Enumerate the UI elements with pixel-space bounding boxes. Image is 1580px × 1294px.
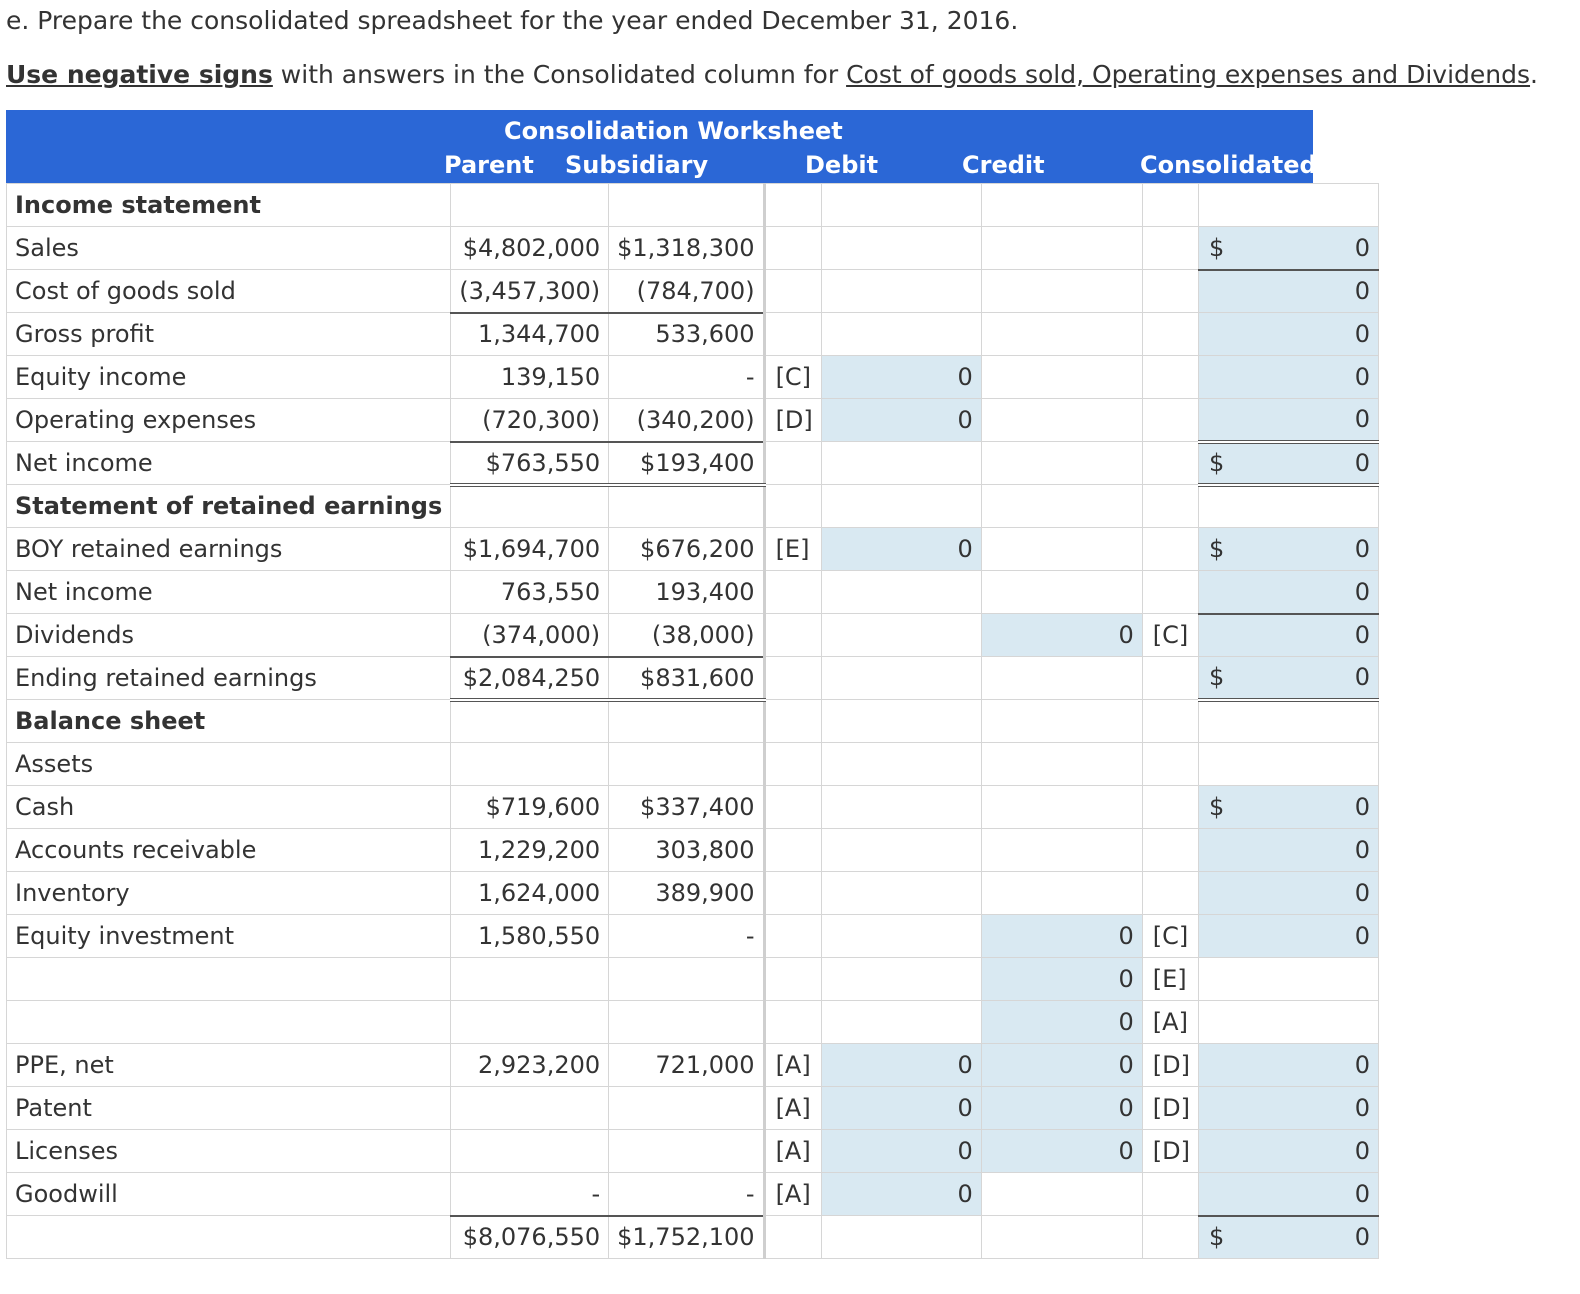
debit-code (764, 743, 821, 786)
table-row (7, 1216, 1379, 1259)
credit-code: [D] (1142, 1044, 1198, 1087)
debit-code (764, 485, 821, 528)
account-label: Licenses (7, 1130, 451, 1173)
account-label: Operating expenses (7, 399, 451, 442)
debit-code: [D] (764, 399, 821, 442)
debit-input (821, 1216, 981, 1259)
table-row (7, 184, 1379, 227)
consolidated-input[interactable] (1199, 227, 1379, 270)
consolidated-value: 0 (1354, 1223, 1370, 1252)
consolidated-input[interactable] (1199, 442, 1379, 485)
credit-code (1142, 743, 1198, 786)
credit-input[interactable]: 0 (981, 1044, 1142, 1087)
credit-code (1142, 786, 1198, 829)
consolidated-value: 0 (1354, 535, 1370, 563)
debit-input (821, 485, 981, 528)
consolidated-input (1199, 958, 1379, 1001)
consolidated-input[interactable] (1199, 786, 1379, 829)
subsidiary-value: $831,600 (609, 657, 764, 700)
worksheet-header (6, 110, 1317, 183)
debit-code (764, 657, 821, 700)
account-label (7, 1216, 451, 1259)
parent-value (451, 1087, 609, 1130)
account-label: Cash (7, 786, 451, 829)
credit-code (1142, 528, 1198, 571)
consolidated-value: 0 (1354, 879, 1370, 907)
subsidiary-value: $1,318,300 (609, 227, 764, 270)
account-label: Net income (7, 571, 451, 614)
credit-input (981, 1173, 1142, 1216)
credit-input (981, 700, 1142, 743)
consolidated-input[interactable] (1199, 657, 1379, 700)
credit-input (981, 743, 1142, 786)
parent-value: 1,624,000 (451, 872, 609, 915)
consolidated-input[interactable] (1199, 571, 1379, 614)
debit-input[interactable]: 0 (821, 1173, 981, 1216)
consolidated-input (1199, 485, 1379, 528)
credit-code: [E] (1142, 958, 1198, 1001)
consolidated-input[interactable] (1199, 356, 1379, 399)
debit-input[interactable]: 0 (821, 1130, 981, 1173)
debit-input (821, 313, 981, 356)
table-row (7, 614, 1379, 657)
credit-input (981, 399, 1142, 442)
credit-code (1142, 829, 1198, 872)
credit-code (1142, 399, 1198, 442)
consolidated-input[interactable] (1199, 1044, 1379, 1087)
consolidated-input (1199, 700, 1379, 743)
consolidated-input[interactable] (1199, 915, 1379, 958)
account-label (7, 1001, 451, 1044)
consolidated-value: 0 (1354, 577, 1370, 606)
credit-input (981, 227, 1142, 270)
account-label: Goodwill (7, 1173, 451, 1216)
account-label: Gross profit (7, 313, 451, 356)
debit-code (764, 786, 821, 829)
debit-code (764, 184, 821, 227)
consolidated-value: 0 (1354, 836, 1370, 864)
consolidated-input[interactable] (1199, 829, 1379, 872)
account-label: Patent (7, 1087, 451, 1130)
account-label: Net income (7, 442, 451, 485)
credit-input (981, 1216, 1142, 1259)
debit-input[interactable]: 0 (821, 528, 981, 571)
dollar-sign: $ (1209, 663, 1225, 692)
parent-value (451, 184, 609, 227)
debit-input (821, 786, 981, 829)
debit-input (821, 270, 981, 313)
table-row (7, 313, 1379, 356)
credit-input[interactable]: 0 (981, 1130, 1142, 1173)
account-label: Accounts receivable (7, 829, 451, 872)
credit-input[interactable]: 0 (981, 958, 1142, 1001)
consolidated-input (1199, 743, 1379, 786)
table-row (7, 1173, 1379, 1216)
debit-code: [C] (764, 356, 821, 399)
subsidiary-value (609, 700, 764, 743)
consolidated-value: 0 (1354, 663, 1370, 692)
consolidated-input[interactable] (1199, 1087, 1379, 1130)
table-row (7, 270, 1379, 313)
debit-input (821, 915, 981, 958)
consolidated-input[interactable] (1199, 270, 1379, 313)
consolidated-input (1199, 1001, 1379, 1044)
parent-value (451, 1130, 609, 1173)
parent-value: $8,076,550 (451, 1216, 609, 1259)
parent-value: - (451, 1173, 609, 1216)
debit-code (764, 915, 821, 958)
subsidiary-value (609, 1087, 764, 1130)
debit-input (821, 442, 981, 485)
header-debit: Debit (805, 151, 879, 179)
parent-value (451, 743, 609, 786)
credit-code (1142, 700, 1198, 743)
table-row (7, 399, 1379, 442)
debit-code: [A] (764, 1130, 821, 1173)
question-line-1: e. Prepare the consolidated spreadsheet for the year ended December 31, 2016. (6, 6, 1019, 35)
subsidiary-value (609, 743, 764, 786)
subsidiary-value: $337,400 (609, 786, 764, 829)
credit-code (1142, 571, 1198, 614)
credit-input[interactable]: 0 (981, 614, 1142, 657)
table-row (7, 829, 1379, 872)
subsidiary-value (609, 1001, 764, 1044)
credit-code (1142, 356, 1198, 399)
parent-value: 1,580,550 (451, 915, 609, 958)
credit-code (1142, 442, 1198, 485)
table-row (7, 915, 1379, 958)
credit-input (981, 485, 1142, 528)
subsidiary-value: 533,600 (609, 313, 764, 356)
subsidiary-value: 303,800 (609, 829, 764, 872)
credit-input (981, 442, 1142, 485)
credit-code (1142, 485, 1198, 528)
table-row (7, 485, 1379, 528)
credit-input (981, 657, 1142, 700)
account-label: Sales (7, 227, 451, 270)
credit-code (1142, 657, 1198, 700)
consolidated-input[interactable] (1199, 313, 1379, 356)
account-label: Equity income (7, 356, 451, 399)
account-label: Income statement (7, 184, 451, 227)
table-row (7, 1087, 1379, 1130)
credit-input (981, 528, 1142, 571)
subsidiary-value (609, 184, 764, 227)
table-row (7, 743, 1379, 786)
debit-input (821, 700, 981, 743)
debit-input (821, 184, 981, 227)
consolidated-value: 0 (1354, 793, 1370, 821)
parent-value: $4,802,000 (451, 227, 609, 270)
debit-code (764, 872, 821, 915)
dollar-sign: $ (1209, 793, 1225, 821)
table-row (7, 1130, 1379, 1173)
parent-value: (3,457,300) (451, 270, 609, 313)
table-row (7, 1001, 1379, 1044)
consolidated-value: 0 (1354, 1137, 1370, 1165)
dollar-sign: $ (1209, 233, 1225, 262)
debit-code (764, 227, 821, 270)
debit-input[interactable]: 0 (821, 399, 981, 442)
debit-input[interactable]: 0 (821, 356, 981, 399)
subsidiary-value (609, 958, 764, 1001)
parent-value: $719,600 (451, 786, 609, 829)
account-label: Inventory (7, 872, 451, 915)
debit-input (821, 872, 981, 915)
consolidated-value: 0 (1354, 449, 1370, 477)
account-label: Equity investment (7, 915, 451, 958)
parent-value (451, 485, 609, 528)
debit-input (821, 1001, 981, 1044)
credit-code (1142, 270, 1198, 313)
consolidated-value: 0 (1354, 1179, 1370, 1208)
credit-input (981, 829, 1142, 872)
credit-input (981, 313, 1142, 356)
dollar-sign: $ (1209, 535, 1225, 563)
credit-code (1142, 313, 1198, 356)
consolidated-input[interactable] (1199, 872, 1379, 915)
debit-input (821, 227, 981, 270)
consolidation-worksheet (6, 183, 1379, 1259)
debit-code (764, 313, 821, 356)
instruction-text: with answers in the Consolidated column for (272, 60, 847, 89)
credit-code (1142, 227, 1198, 270)
credit-code: [D] (1142, 1130, 1198, 1173)
credit-code: [C] (1142, 614, 1198, 657)
credit-code (1142, 1173, 1198, 1216)
table-row (7, 442, 1379, 485)
debit-code (764, 1001, 821, 1044)
credit-code (1142, 1216, 1198, 1259)
consolidated-value: 0 (1354, 1051, 1370, 1079)
credit-input[interactable]: 0 (981, 1001, 1142, 1044)
account-label (7, 958, 451, 1001)
credit-code: [C] (1142, 915, 1198, 958)
debit-input (821, 614, 981, 657)
parent-value: $2,084,250 (451, 657, 609, 700)
credit-input (981, 184, 1142, 227)
debit-code (764, 958, 821, 1001)
subsidiary-value: $1,752,100 (609, 1216, 764, 1259)
header-parent: Parent (444, 151, 534, 179)
credit-code (1142, 872, 1198, 915)
consolidated-input[interactable] (1199, 399, 1379, 442)
consolidated-value: 0 (1354, 277, 1370, 306)
subsidiary-value: - (609, 1173, 764, 1216)
account-label: Statement of retained earnings (7, 485, 451, 528)
debit-code (764, 700, 821, 743)
dollar-sign: $ (1209, 1223, 1225, 1252)
debit-input[interactable]: 0 (821, 1087, 981, 1130)
question-line-2 (6, 60, 1538, 89)
account-label: BOY retained earnings (7, 528, 451, 571)
header-credit: Credit (962, 151, 1045, 179)
consolidated-input[interactable] (1199, 528, 1379, 571)
header-subsidiary: Subsidiary (565, 151, 709, 179)
parent-value: 1,344,700 (451, 313, 609, 356)
account-label: PPE, net (7, 1044, 451, 1087)
affected-accounts-text: Cost of goods sold, Operating expenses and Dividends (846, 60, 1531, 89)
subsidiary-value: $193,400 (609, 442, 764, 485)
debit-input (821, 571, 981, 614)
consolidated-input[interactable] (1199, 1173, 1379, 1216)
debit-code: [E] (764, 528, 821, 571)
subsidiary-value: (340,200) (609, 399, 764, 442)
credit-input (981, 270, 1142, 313)
debit-code (764, 1216, 821, 1259)
consolidated-input[interactable] (1199, 1216, 1379, 1259)
credit-input (981, 356, 1142, 399)
table-row (7, 657, 1379, 700)
account-label: Cost of goods sold (7, 270, 451, 313)
debit-input (821, 657, 981, 700)
table-row (7, 571, 1379, 614)
credit-code (1142, 184, 1198, 227)
debit-input (821, 743, 981, 786)
debit-code (764, 829, 821, 872)
header-consolidated: Consolidated (1140, 151, 1317, 179)
table-row (7, 786, 1379, 829)
consolidated-value: 0 (1354, 621, 1370, 650)
consolidated-input (1199, 184, 1379, 227)
subsidiary-value: 193,400 (609, 571, 764, 614)
credit-input (981, 872, 1142, 915)
debit-code (764, 270, 821, 313)
consolidated-value: 0 (1354, 363, 1370, 391)
worksheet-title: Consolidation Worksheet (504, 117, 843, 145)
debit-input (821, 829, 981, 872)
parent-value: 763,550 (451, 571, 609, 614)
parent-value: 139,150 (451, 356, 609, 399)
consolidated-value: 0 (1354, 922, 1370, 950)
table-row (7, 958, 1379, 1001)
debit-code: [A] (764, 1087, 821, 1130)
credit-input (981, 786, 1142, 829)
table-row (7, 872, 1379, 915)
consolidated-input[interactable] (1199, 1130, 1379, 1173)
subsidiary-value: $676,200 (609, 528, 764, 571)
consolidated-value: 0 (1354, 233, 1370, 262)
debit-input (821, 958, 981, 1001)
account-label: Assets (7, 743, 451, 786)
dollar-sign: $ (1209, 449, 1225, 477)
parent-value (451, 1001, 609, 1044)
credit-code: [A] (1142, 1001, 1198, 1044)
credit-code: [D] (1142, 1087, 1198, 1130)
parent-value: (720,300) (451, 399, 609, 442)
parent-value: $763,550 (451, 442, 609, 485)
debit-code (764, 571, 821, 614)
debit-code: [A] (764, 1173, 821, 1216)
subsidiary-value: (784,700) (609, 270, 764, 313)
subsidiary-value: (38,000) (609, 614, 764, 657)
table-row (7, 227, 1379, 270)
credit-input[interactable]: 0 (981, 915, 1142, 958)
parent-value: 1,229,200 (451, 829, 609, 872)
credit-input (981, 571, 1142, 614)
subsidiary-value: 721,000 (609, 1044, 764, 1087)
subsidiary-value (609, 1130, 764, 1173)
credit-input[interactable]: 0 (981, 1087, 1142, 1130)
subsidiary-value: 389,900 (609, 872, 764, 915)
account-label: Dividends (7, 614, 451, 657)
account-label: Ending retained earnings (7, 657, 451, 700)
table-row (7, 1044, 1379, 1087)
instruction-end: . (1530, 60, 1538, 89)
consolidated-value: 0 (1354, 405, 1370, 434)
parent-value: $1,694,700 (451, 528, 609, 571)
subsidiary-value (609, 485, 764, 528)
debit-code (764, 614, 821, 657)
debit-input[interactable]: 0 (821, 1044, 981, 1087)
subsidiary-value: - (609, 915, 764, 958)
negative-signs-emphasis: Use negative signs (6, 60, 273, 89)
consolidated-value: 0 (1354, 320, 1370, 348)
subsidiary-value: - (609, 356, 764, 399)
parent-value: (374,000) (451, 614, 609, 657)
table-row (7, 528, 1379, 571)
consolidated-input[interactable] (1199, 614, 1379, 657)
consolidated-value: 0 (1354, 1094, 1370, 1122)
table-row (7, 700, 1379, 743)
parent-value (451, 700, 609, 743)
debit-code: [A] (764, 1044, 821, 1087)
debit-code (764, 442, 821, 485)
parent-value: 2,923,200 (451, 1044, 609, 1087)
parent-value (451, 958, 609, 1001)
account-label: Balance sheet (7, 700, 451, 743)
table-row (7, 356, 1379, 399)
